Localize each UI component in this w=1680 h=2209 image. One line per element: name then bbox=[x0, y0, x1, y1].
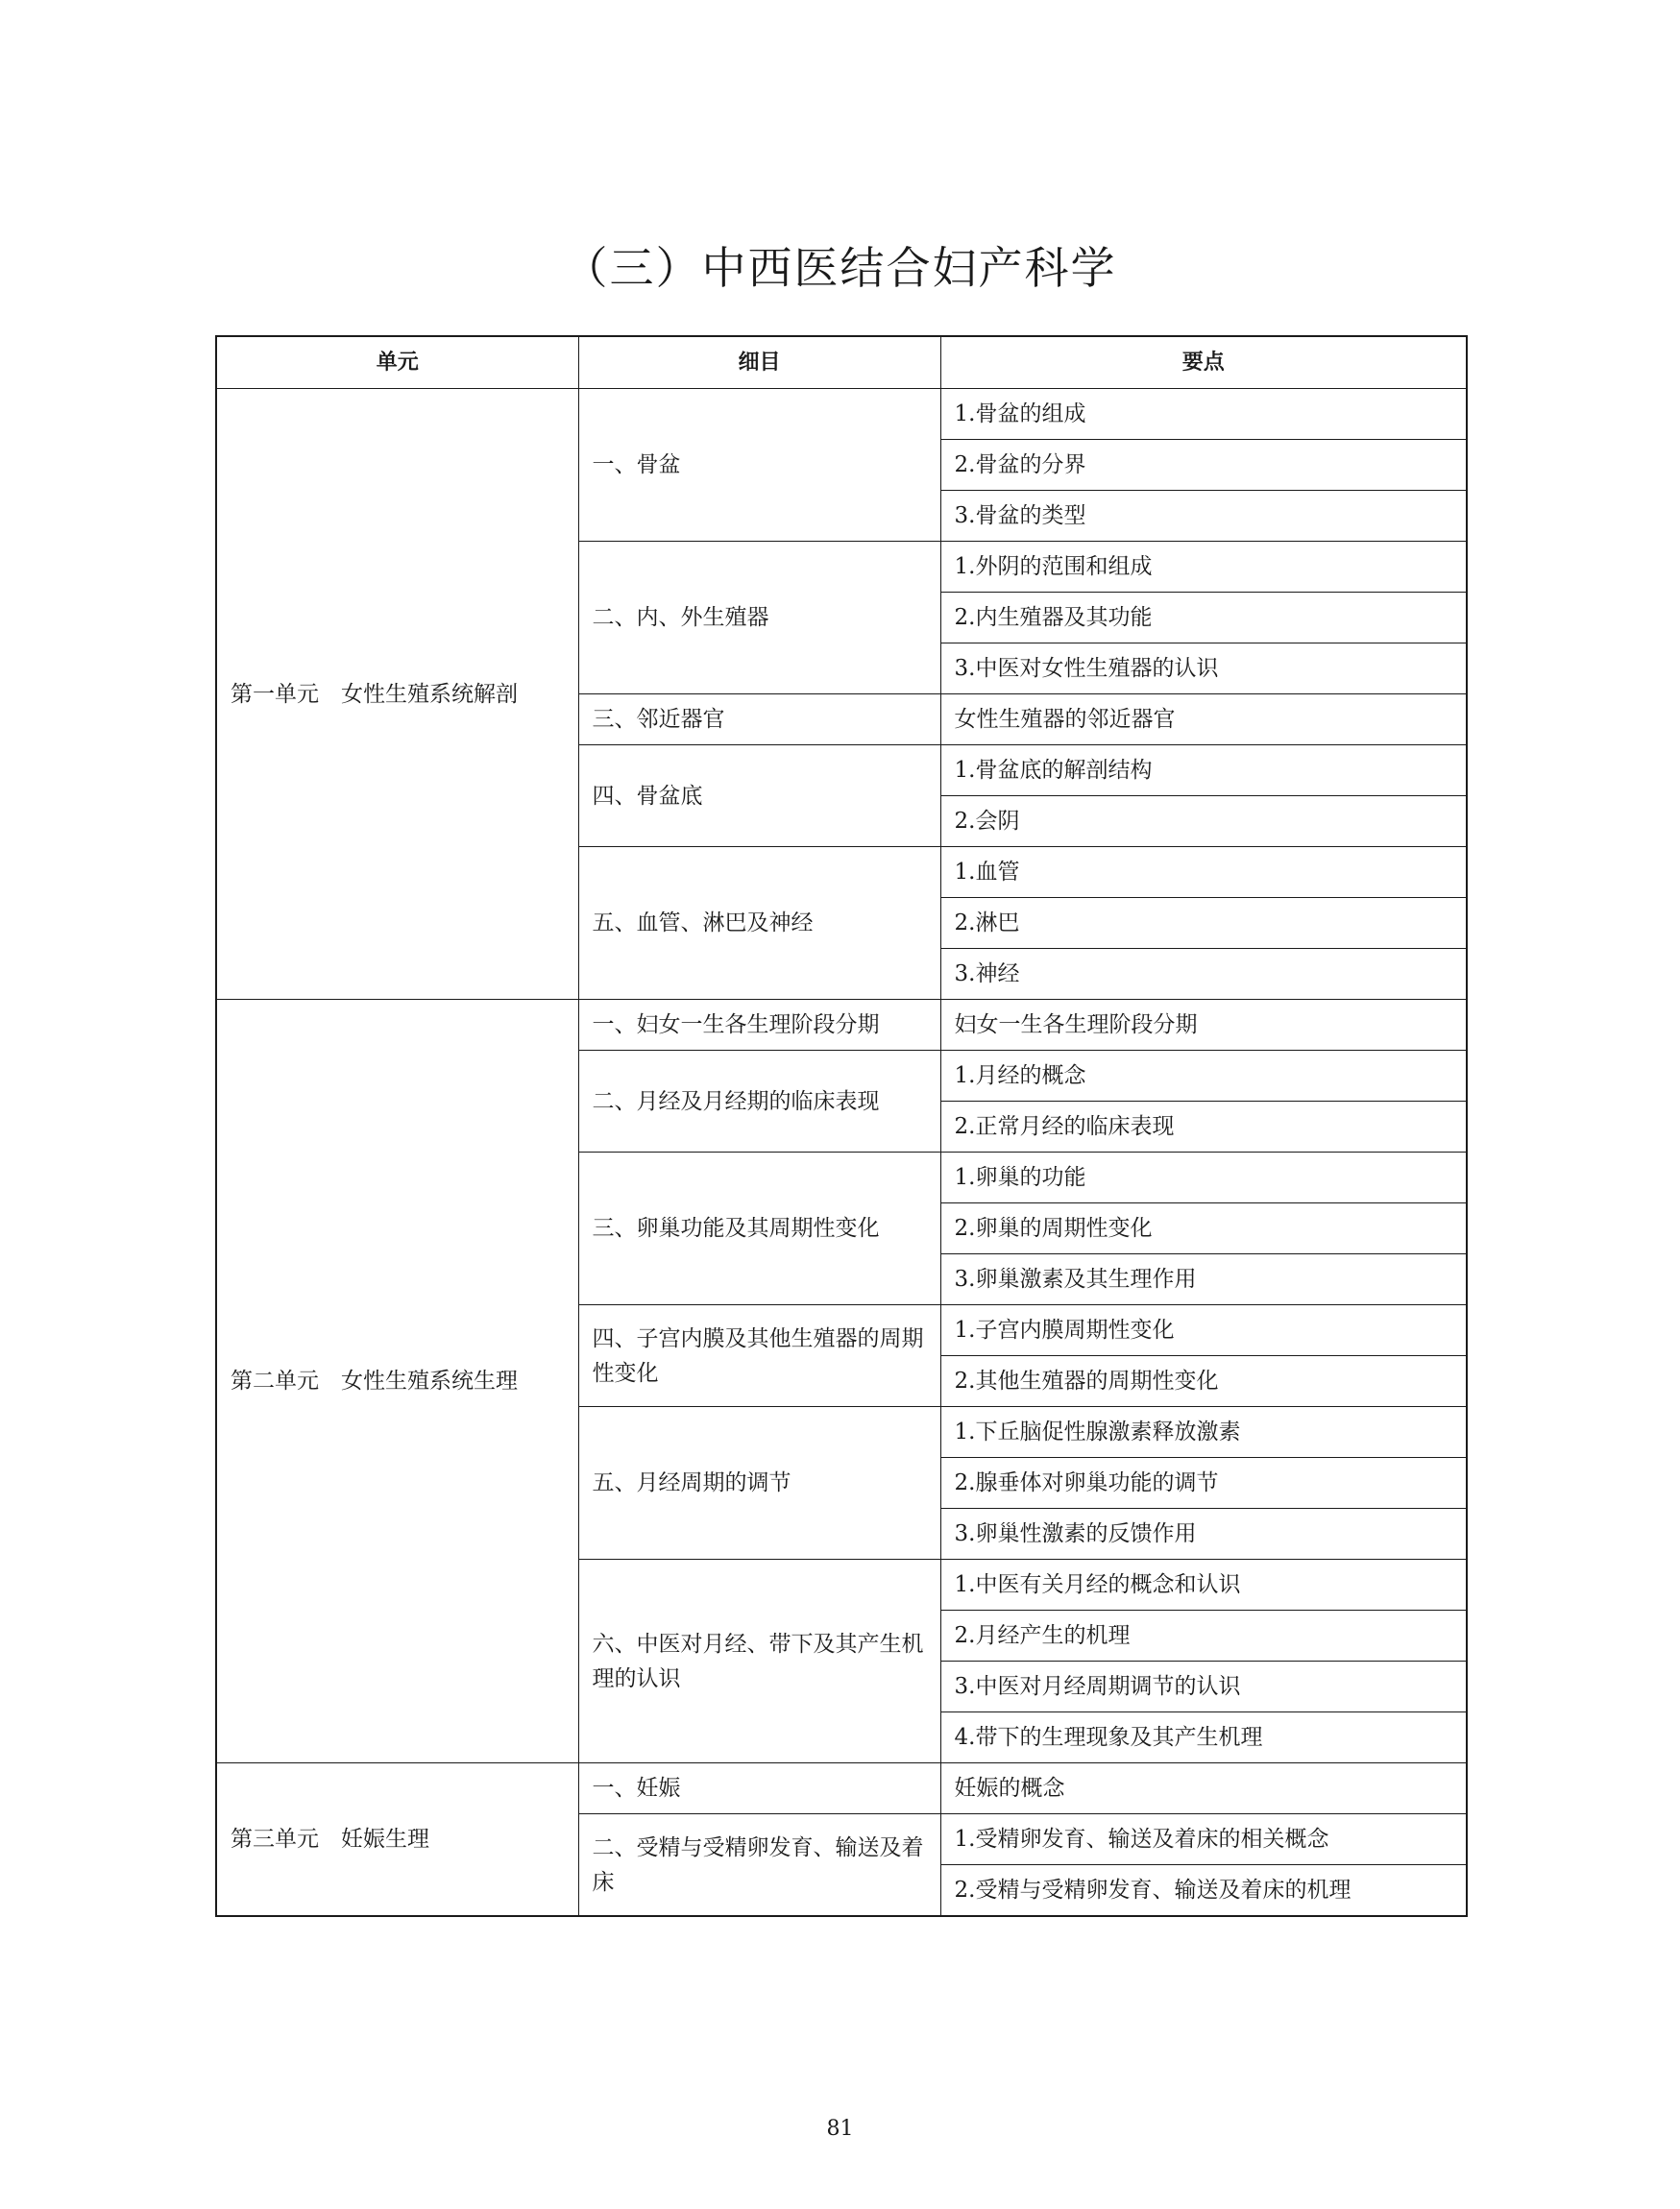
item-cell: 三、卵巢功能及其周期性变化 bbox=[578, 1153, 940, 1305]
unit-cell: 第二单元 女性生殖系统生理 bbox=[216, 1000, 578, 1763]
point-cell: 女性生殖器的邻近器官 bbox=[940, 694, 1467, 745]
point-cell: 2.月经产生的机理 bbox=[940, 1611, 1467, 1662]
point-cell: 1.血管 bbox=[940, 847, 1467, 898]
point-cell: 1.中医有关月经的概念和认识 bbox=[940, 1560, 1467, 1611]
item-cell: 六、中医对月经、带下及其产生机理的认识 bbox=[578, 1560, 940, 1763]
header-unit: 单元 bbox=[216, 336, 578, 389]
point-cell: 2.受精与受精卵发育、输送及着床的机理 bbox=[940, 1865, 1467, 1917]
item-cell: 二、受精与受精卵发育、输送及着床 bbox=[578, 1814, 940, 1917]
point-cell: 1.骨盆的组成 bbox=[940, 389, 1467, 440]
point-cell: 1.下丘脑促性腺激素释放激素 bbox=[940, 1407, 1467, 1458]
point-cell: 2.卵巢的周期性变化 bbox=[940, 1203, 1467, 1254]
point-cell: 3.神经 bbox=[940, 949, 1467, 1000]
header-point: 要点 bbox=[940, 336, 1467, 389]
point-cell: 妊娠的概念 bbox=[940, 1763, 1467, 1814]
syllabus-table bbox=[215, 335, 1468, 1917]
point-cell: 2.其他生殖器的周期性变化 bbox=[940, 1356, 1467, 1407]
item-cell: 二、月经及月经期的临床表现 bbox=[578, 1051, 940, 1153]
point-cell: 2.骨盆的分界 bbox=[940, 440, 1467, 491]
point-cell: 3.骨盆的类型 bbox=[940, 491, 1467, 542]
point-cell: 1.卵巢的功能 bbox=[940, 1153, 1467, 1203]
point-cell: 3.中医对月经周期调节的认识 bbox=[940, 1662, 1467, 1712]
point-cell: 2.正常月经的临床表现 bbox=[940, 1102, 1467, 1153]
item-cell: 二、内、外生殖器 bbox=[578, 542, 940, 694]
header-item: 细目 bbox=[578, 336, 940, 389]
unit-cell: 第一单元 女性生殖系统解剖 bbox=[216, 389, 578, 1000]
table-header-row bbox=[216, 336, 1467, 389]
point-cell: 2.腺垂体对卵巢功能的调节 bbox=[940, 1458, 1467, 1509]
item-cell: 四、子宫内膜及其他生殖器的周期性变化 bbox=[578, 1305, 940, 1407]
point-cell: 1.子宫内膜周期性变化 bbox=[940, 1305, 1467, 1356]
table-row bbox=[216, 389, 1467, 440]
point-cell: 2.会阴 bbox=[940, 796, 1467, 847]
point-cell: 1.月经的概念 bbox=[940, 1051, 1467, 1102]
item-cell: 一、妊娠 bbox=[578, 1763, 940, 1814]
point-cell: 3.中医对女性生殖器的认识 bbox=[940, 643, 1467, 694]
item-cell: 一、骨盆 bbox=[578, 389, 940, 542]
point-cell: 3.卵巢激素及其生理作用 bbox=[940, 1254, 1467, 1305]
page-number: 81 bbox=[826, 2117, 854, 2141]
point-cell: 4.带下的生理现象及其产生机理 bbox=[940, 1712, 1467, 1763]
point-cell: 2.内生殖器及其功能 bbox=[940, 593, 1467, 643]
table-row bbox=[216, 1000, 1467, 1051]
item-cell: 四、骨盆底 bbox=[578, 745, 940, 847]
item-cell: 三、邻近器官 bbox=[578, 694, 940, 745]
item-cell: 五、月经周期的调节 bbox=[578, 1407, 940, 1560]
unit-cell: 第三单元 妊娠生理 bbox=[216, 1763, 578, 1917]
item-cell: 一、妇女一生各生理阶段分期 bbox=[578, 1000, 940, 1051]
point-cell: 1.受精卵发育、输送及着床的相关概念 bbox=[940, 1814, 1467, 1865]
item-cell: 五、血管、淋巴及神经 bbox=[578, 847, 940, 1000]
point-cell: 1.外阴的范围和组成 bbox=[940, 542, 1467, 593]
point-cell: 1.骨盆底的解剖结构 bbox=[940, 745, 1467, 796]
point-cell: 2.淋巴 bbox=[940, 898, 1467, 949]
point-cell: 妇女一生各生理阶段分期 bbox=[940, 1000, 1467, 1051]
page-title: （三）中西医结合妇产科学 bbox=[563, 241, 1117, 294]
table-row bbox=[216, 1763, 1467, 1814]
point-cell: 3.卵巢性激素的反馈作用 bbox=[940, 1509, 1467, 1560]
